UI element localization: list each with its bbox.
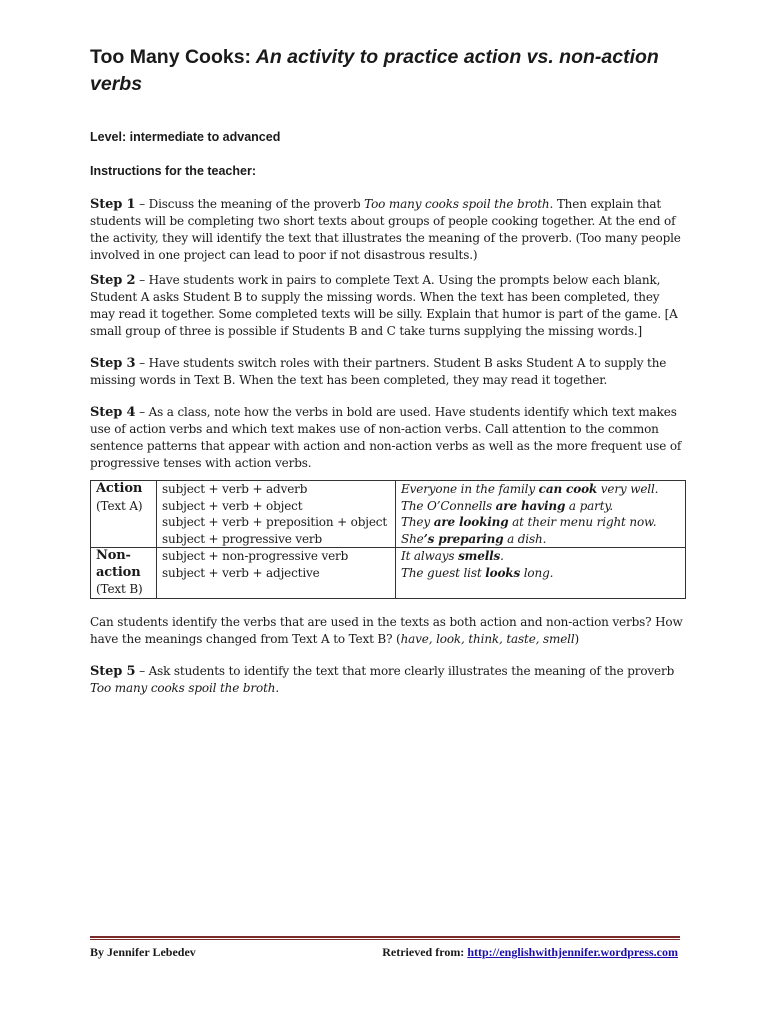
category-cell <box>91 548 157 599</box>
example-sentence <box>401 481 680 498</box>
category-sub: (Text A) <box>96 498 143 513</box>
example-verb: looks <box>485 565 521 580</box>
pattern-item: subject + verb + preposition + object <box>162 515 388 529</box>
example-verb: are looking <box>433 515 509 529</box>
step-1-label: Step 1 <box>90 197 136 212</box>
step-3-paragraph <box>90 355 686 389</box>
example-sentence <box>401 565 680 582</box>
question-text: Can students identify the verbs that are used in the texts as both action and non-action verbs? How have the meanings changed from Text A to Text B? ( <box>90 614 683 646</box>
step-5-label: Step 5 <box>90 663 136 679</box>
step-5-text-end: . <box>275 680 279 695</box>
footer-author: By Jennifer Lebedev <box>90 945 196 959</box>
patterns-cell <box>157 548 396 599</box>
title-subtitle: An activity to practice action vs. non-action verbs <box>90 46 659 95</box>
verb-pattern-table <box>90 480 686 599</box>
question-text-end: ) <box>574 631 580 646</box>
step-2-text: – Have students work in pairs to complete Text A. Using the prompts below each blank, Student A asks Student B to supply the missing words. When the text has been completed, they may read it together. Some completed texts will be silly. Explain that humor is part of the game. [A small group of three is possible if Students B and C take turns supplying the missing words.] <box>90 273 678 338</box>
example-sentence <box>401 531 680 548</box>
footer-source <box>382 945 678 960</box>
document-page <box>90 44 686 697</box>
example-text: a dish. <box>503 531 547 546</box>
example-text: very well. <box>597 482 659 496</box>
step-2-label: Step 2 <box>90 273 136 288</box>
question-verbs: have, look, think, taste, smell <box>400 631 575 646</box>
pattern-item: subject + verb + adverb <box>162 482 308 496</box>
step-2-paragraph <box>90 272 686 340</box>
proverb-text: Too many cooks spoil the broth <box>90 680 276 695</box>
example-sentence <box>401 498 680 515</box>
pattern-item: subject + non-progressive verb <box>162 549 349 563</box>
example-text: at their menu right now. <box>508 515 657 529</box>
example-verb: are having <box>495 498 566 513</box>
example-sentence <box>401 548 680 565</box>
example-text: It always <box>401 549 459 563</box>
example-verb: smells <box>458 549 501 563</box>
category-label: Action <box>96 481 143 496</box>
step-5-paragraph <box>90 663 686 697</box>
pattern-item: subject + verb + adjective <box>162 565 320 580</box>
pattern-item: subject + progressive verb <box>162 531 323 546</box>
example-text: Everyone in the family <box>401 482 539 496</box>
example-text: long. <box>520 565 554 580</box>
discussion-question <box>90 614 686 648</box>
step-4-text: – As a class, note how the verbs in bold are used. Have students identify which text makes use of action verbs and which text makes use of non-action verbs. Call attention to the common sentence patterns that appear with action and non-action verbs as well as the more frequent use of progressive tenses with action verbs. <box>90 405 682 470</box>
footer-source-link[interactable]: http://englishwithjennifer.wordpress.com <box>467 945 678 959</box>
instructions-heading: Instructions for the teacher: <box>90 164 256 178</box>
example-text: She <box>401 531 424 546</box>
example-text: a party. <box>565 498 614 513</box>
footer-retrieved-label: Retrieved from: <box>382 945 468 959</box>
step-3-text: – Have students switch roles with their partners. Student B asks Student A to supply the missing words in Text B. When the text has been completed, they may read it together. <box>90 356 667 387</box>
example-verb: can cook <box>538 482 598 496</box>
examples-cell <box>396 548 686 599</box>
example-text: They <box>401 515 434 529</box>
table-row-action <box>91 481 686 548</box>
step-5-text: – Ask students to identify the text that more clearly illustrates the meaning of the proverb <box>135 663 675 678</box>
example-text: The guest list <box>401 565 486 580</box>
footer-divider <box>90 936 680 940</box>
step-1-text: – Discuss the meaning of the proverb <box>135 197 365 211</box>
examples-cell <box>396 481 686 548</box>
step-4-label: Step 4 <box>90 405 136 420</box>
step-4-paragraph <box>90 404 686 472</box>
category-label: Non-action <box>96 548 141 580</box>
step-1-paragraph <box>90 196 686 264</box>
example-text: . <box>500 549 504 563</box>
table-row-non-action <box>91 548 686 599</box>
level-heading: Level: intermediate to advanced <box>90 130 281 144</box>
example-verb: ’s preparing <box>423 531 504 546</box>
step-3-label: Step 3 <box>90 356 136 371</box>
patterns-cell <box>157 481 396 548</box>
category-cell <box>91 481 157 548</box>
document-title <box>90 44 686 98</box>
example-text: The O’Connells <box>401 498 496 513</box>
example-sentence <box>401 514 680 531</box>
proverb-text: Too many cooks spoil the broth <box>364 197 550 211</box>
step-1-text-cont: . Then explain that students will be completing two short texts about groups of people cooking together. At the end of the activity, they will identify the text that illustrates the meaning of the proverb. (Too many people involved in one project can lead to poor if not disastrous results.) <box>90 197 681 262</box>
category-sub: (Text B) <box>96 582 143 596</box>
pattern-item: subject + verb + object <box>162 498 303 513</box>
title-bold: Too Many Cooks: <box>90 46 252 68</box>
